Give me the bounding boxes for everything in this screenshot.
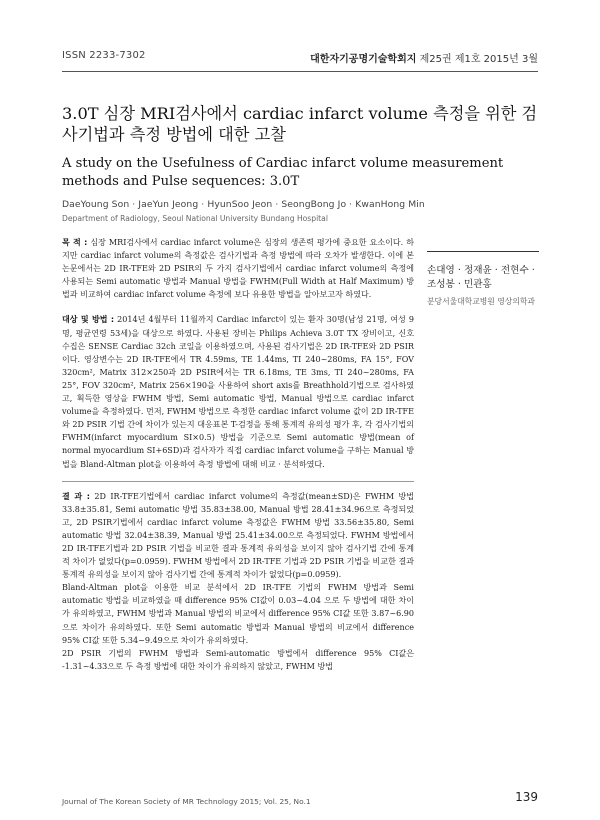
article-title-korean: 3.0T 심장 MRI검사에서 cardiac infarct volume 측정을 위한 검사기법과 측정 방법에 대한 고찰 (62, 104, 538, 144)
sidebar-author-names: 손대영 · 정재윤 · 전현수 · 조성봉 · 민관홍 (427, 265, 535, 290)
results-label: 결 과 : (62, 491, 91, 501)
abstract-results-bland-altman: Bland-Altman plot을 이용한 비교 분석에서 2D IR-TFE 기법의 FWHM 방법과 Semi automatic 방법을 비교하였을 때 difference 95% CI값이 0.03~4.04 으로 두 방법에 대한 차이가 유의하였고, FWHM 방법과 Manual 방법의 비교에서 difference 95% CI값 또한 3.87~6.90으로 차이가 유의하였다. 또한 Semi automatic 방법과 Manual 방법의 비교에서 difference 95% CI값 또한 5.34~9.49으로 차이가 유의하였다. (62, 583, 414, 645)
article-title-english: A study on the Usefulness of Cardiac infarct volume measurement methods and Pulse sequences: 3.0T (62, 156, 504, 189)
methods-label: 대상 및 방법 : (62, 315, 115, 325)
purpose-text: 심장 MRI검사에서 cardiac infarct volume은 심장의 생존력 평가에 중요한 요소이다. 하지만 cardiac infarct volume의 측정값은 검사기법과 측정 방법에 따라 오차가 발생한다. 이에 본 논문에서는 2D IR-TFE와 2D PSIR의 두 가지 검사기법에서 cardiac infarct volume의 측정에 사용되는 Semi automatic 방법과 Manual 방법을 FWHM(Full Width at Half Maximum) 방법과 비교하여 cardiac infarct volume 측정에 보다 유용한 방법을 알아보고자 하였다. (62, 238, 414, 300)
abstract-purpose (62, 236, 414, 301)
abstract-column (62, 236, 414, 673)
running-header (62, 50, 538, 72)
page-number: 139 (515, 790, 538, 804)
abstract-results (62, 490, 414, 582)
abstract-methods (62, 313, 414, 470)
methods-text: 2014년 4월부터 11월까지 Cardiac infarct이 있는 환자 30명(남성 21명, 여성 9명, 평균연령 53세)을 대상으로 하였다. 사용된 장비는 Philips Achieva 3.0T TX 장비이고, 신호 수집은 SENSE Cardiac 32ch 코일을 이용하였으며, 사용된 검사기법은 2D IR-TFE와 2D PSIR이다. 영상변수는 2D IR-TFE에서 TR 4.59ms, TE 1.44ms, TI 240~280ms, FA 15°, FOV 320cm², Matrix 312×250과 2D PSIR에서는 TR 6.18ms, TE 3ms, TI 240~280ms, FA 25°, FOV 320cm², Matrix 256×190을 사용하여 short axis를 Breathhold기법으로 검사하였고, 획득한 영상을 FWHM 방법, Semi automatic 방법, Manual 방법으로 cardiac infarct volume을 측정하였다. 먼저, FWHM 방법으로 측정한 cardiac infarct volume 값이 2D IR-TFE와 2D PSIR 기법 간에 차이가 있는지 대응표본 T-검정을 통해 통계적 유의성 평가 후, 각 검사기법의 FWHM(infarct myocardium SI×0.5) 방법을 기준으로 Semi automatic 방법(mean of normal myocardium SI+6SD)과 검사자가 직접 cardiac infarct volume을 구하는 Manual 방법을 Bland-Altman plot을 이용하여 측정 방법에 대해 비교 · 분석하였다. (62, 315, 414, 469)
author-affiliation: Department of Radiology, Seoul National University Bundang Hospital (62, 214, 328, 223)
journal-issue: 제25권 제1호 2015년 3월 (419, 54, 538, 65)
footer-journal: Journal of The Korean Society of MR Technology 2015; Vol. 25, No.1 (62, 797, 311, 806)
abstract-results-psir: 2D PSIR 기법의 FWHM 방법과 Semi-automatic 방법에서 difference 95% CI값은 -1.31~4.33으로 두 측정 방법에 대한 차이가 유의하지 않았고, FWHM 방법 (62, 648, 414, 671)
issn: ISSN 2233-7302 (62, 50, 146, 61)
section-divider (62, 481, 414, 482)
korean-author-sidebar (427, 251, 539, 307)
journal-info (310, 50, 538, 65)
header-rule (62, 71, 538, 72)
sidebar-affiliation: 분당서울대학교병원 영상의학과 (427, 297, 535, 306)
sidebar-rule (427, 251, 539, 252)
journal-name: 대한자기공명기술학회지 (310, 54, 417, 65)
author-list: DaeYoung Son · JaeYun Jeong · HyunSoo Jeon · SeongBong Jo · KwanHong Min (62, 199, 425, 210)
purpose-label: 목 적 : (62, 238, 88, 247)
results-text: 2D IR-TFE기법에서 cardiac infarct volume의 측정값(mean±SD)은 FWHM 방법 33.8±35.81, Semi automatic 방법 35.83±38.00, Manual 방법 28.41±34.96으로 측정되었고, 2D PSIR기법에서 cardiac infarct volume 측정값은 FWHM 방법 33.56±35.80, Semi automatic 방법 32.04±38.39, Manual 방법 25.41±34.00으로 측정되었다. FWHM 방법에서 2D IR-TFE기법과 2D PSIR 기법을 비교한 결과 통계적 유의성을 보이지 않아 검사기법 간에 통계적 차이가 없었다(p=0.0959). FWHM 방법에서 2D IR-TFE 기법과 2D PSIR 기법을 비교한 결과 통계적 유의성을 보이지 않아 검사기법 간에 통계적 차이가 없었다(p=0.0959). (62, 491, 414, 580)
